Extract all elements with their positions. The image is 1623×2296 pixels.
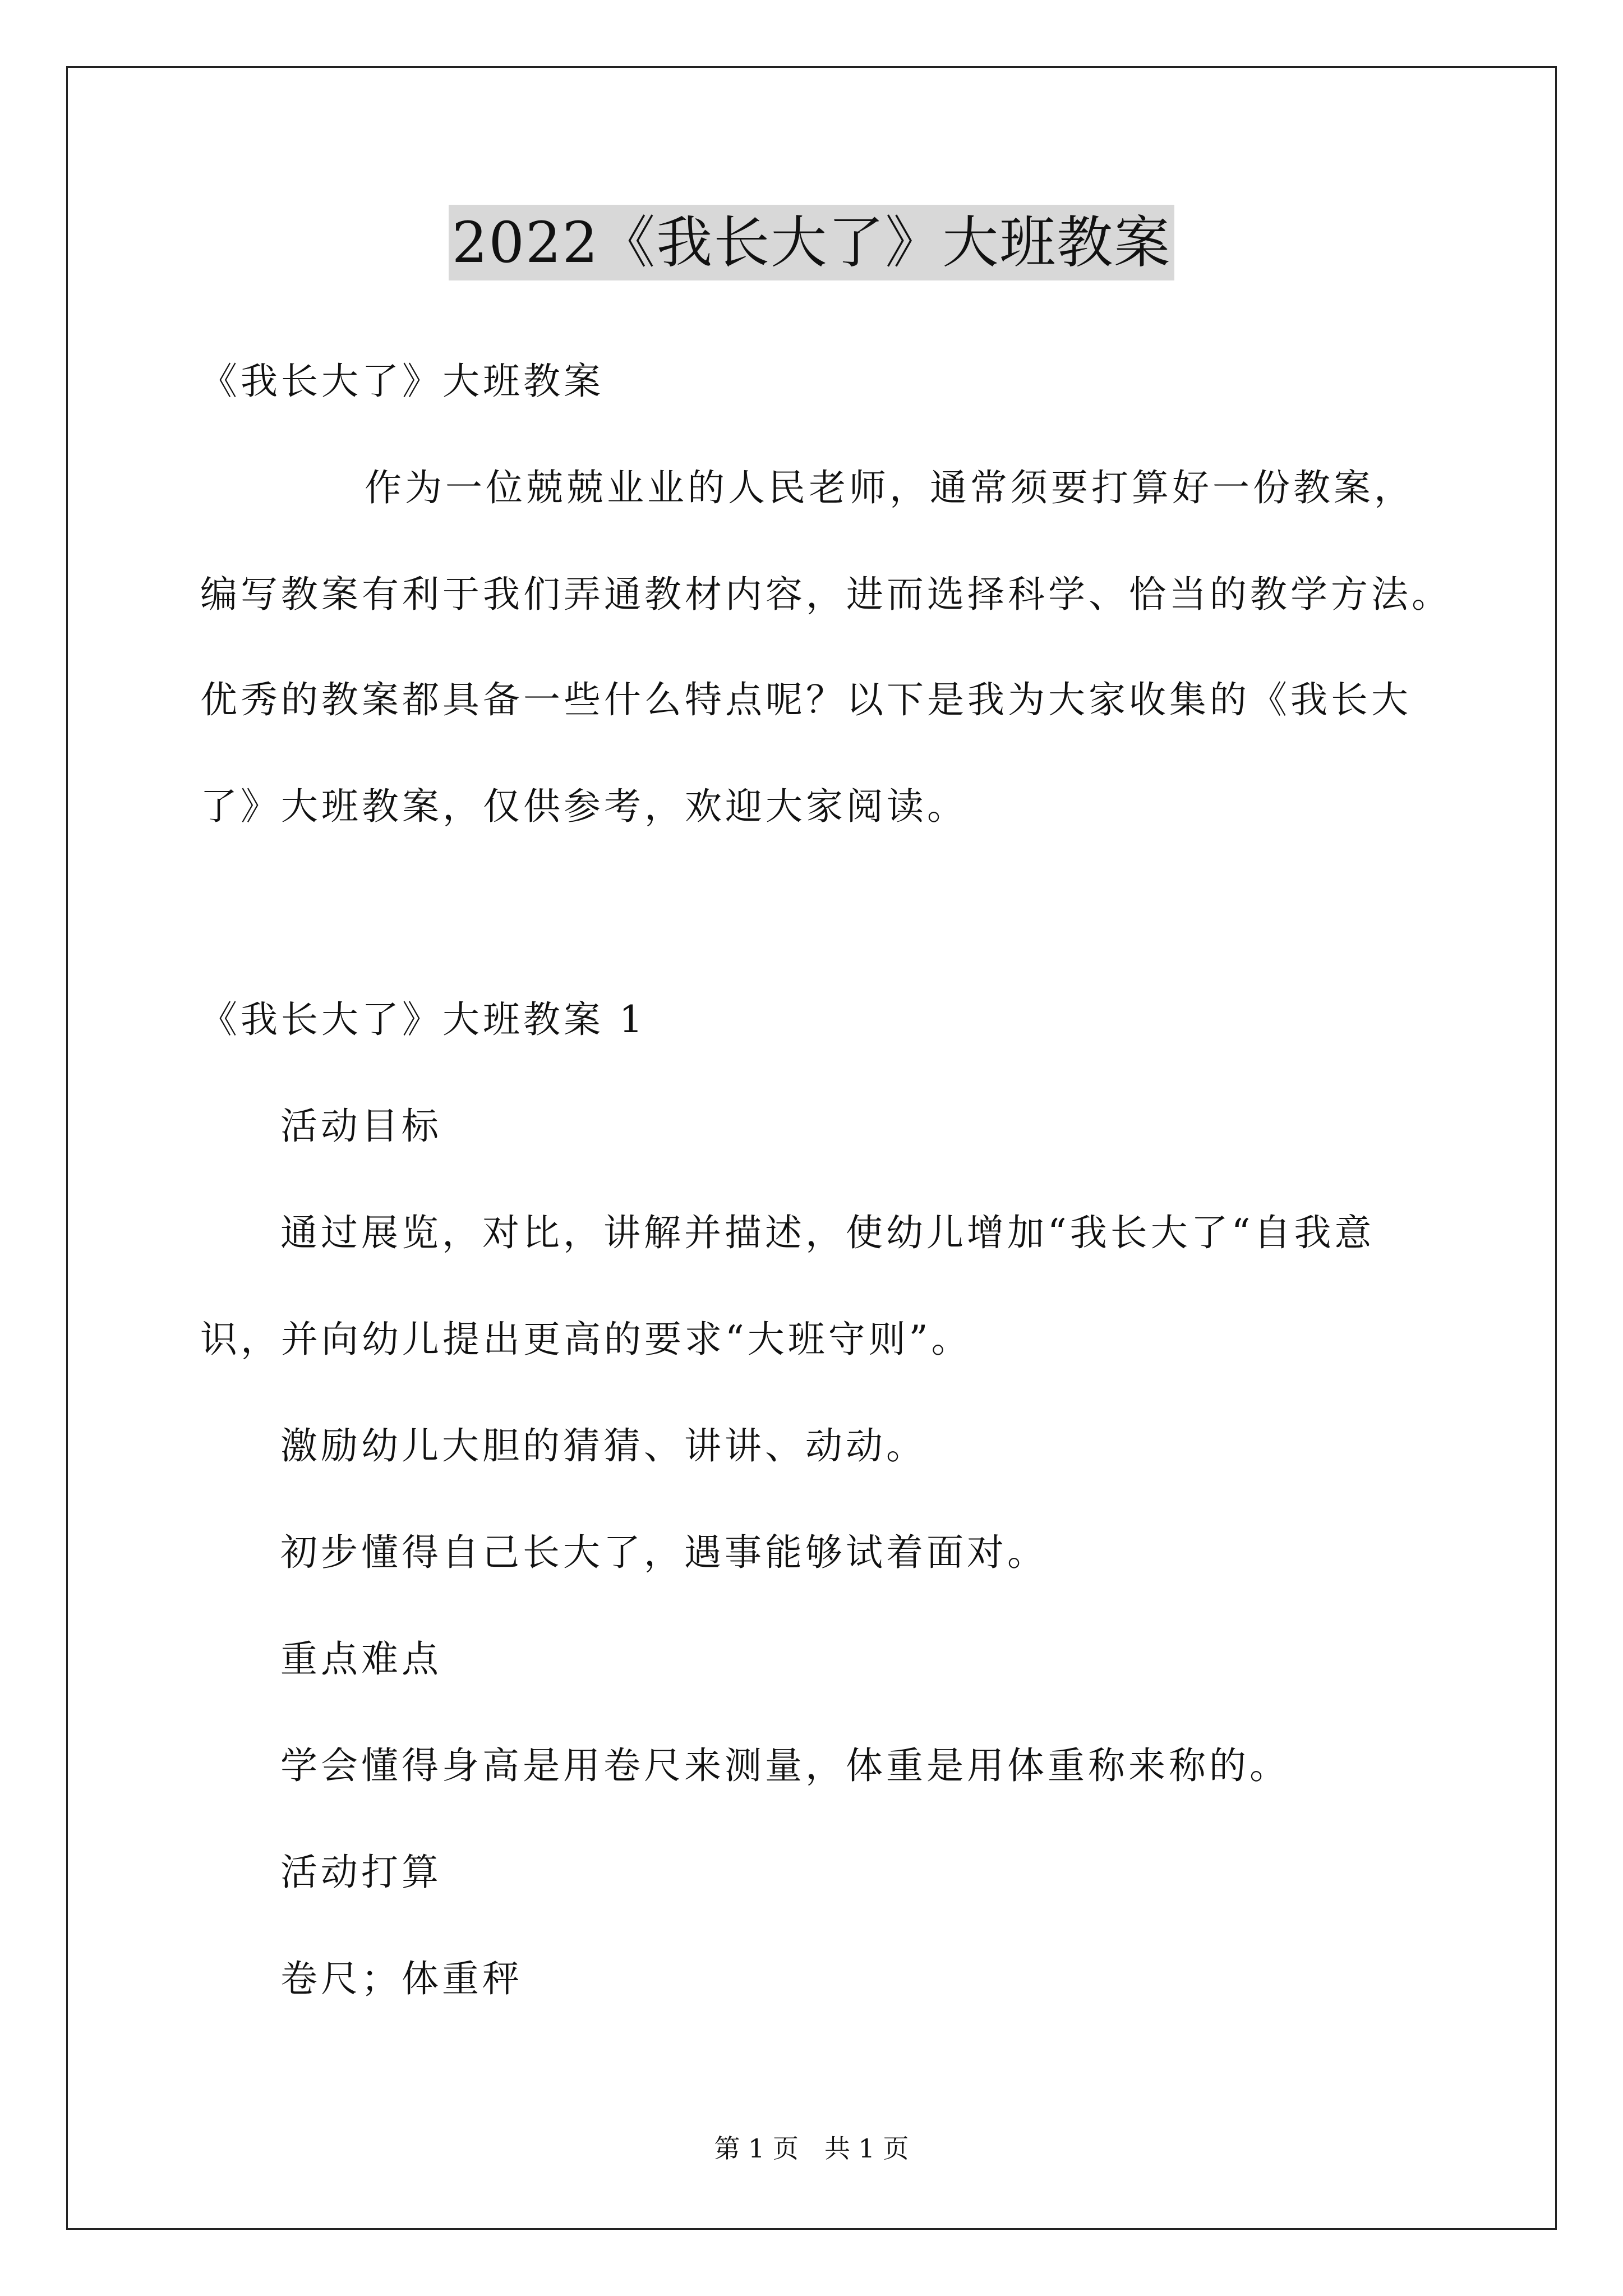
section-heading: 《我长大了》大班教案 1 <box>200 998 646 1041</box>
prep-text: 卷尺；体重秤 <box>280 1957 523 2000</box>
subtitle: 《我长大了》大班教案 <box>200 360 604 403</box>
title-wrapper <box>0 205 1623 280</box>
page-footer: 第 1 页 共 1 页 <box>714 2133 909 2164</box>
goal-item-2: 激励幼儿大胆的猜猜、讲讲、动动。 <box>280 1424 926 1467</box>
goal-line-2: 识，并向幼儿提出更高的要求“大班守则”。 <box>200 1318 972 1361</box>
intro-line-1: 作为一位兢兢业业的人民老师，通常须要打算好一份教案， <box>365 466 1414 509</box>
prep-heading: 活动打算 <box>280 1851 442 1894</box>
intro-line-2: 编写教案有利于我们弄通教材内容，进而选择科学、恰当的教学方法。 <box>200 573 1452 616</box>
document-title: 2022《我长大了》大班教案 <box>449 205 1175 280</box>
intro-line-3: 优秀的教案都具备一些什么特点呢？以下是我为大家收集的《我长大 <box>200 678 1412 721</box>
goal-item-3: 初步懂得自己长大了，遇事能够试着面对。 <box>280 1531 1048 1574</box>
intro-line-4: 了》大班教案，仅供参考，欢迎大家阅读。 <box>200 785 967 828</box>
key-heading: 重点难点 <box>280 1637 442 1681</box>
key-text: 学会懂得身高是用卷尺来测量，体重是用体重称来称的。 <box>280 1744 1290 1787</box>
goal-line-1: 通过展览，对比，讲解并描述，使幼儿增加“我长大了“自我意 <box>280 1211 1375 1254</box>
goal-heading: 活动目标 <box>280 1105 442 1148</box>
